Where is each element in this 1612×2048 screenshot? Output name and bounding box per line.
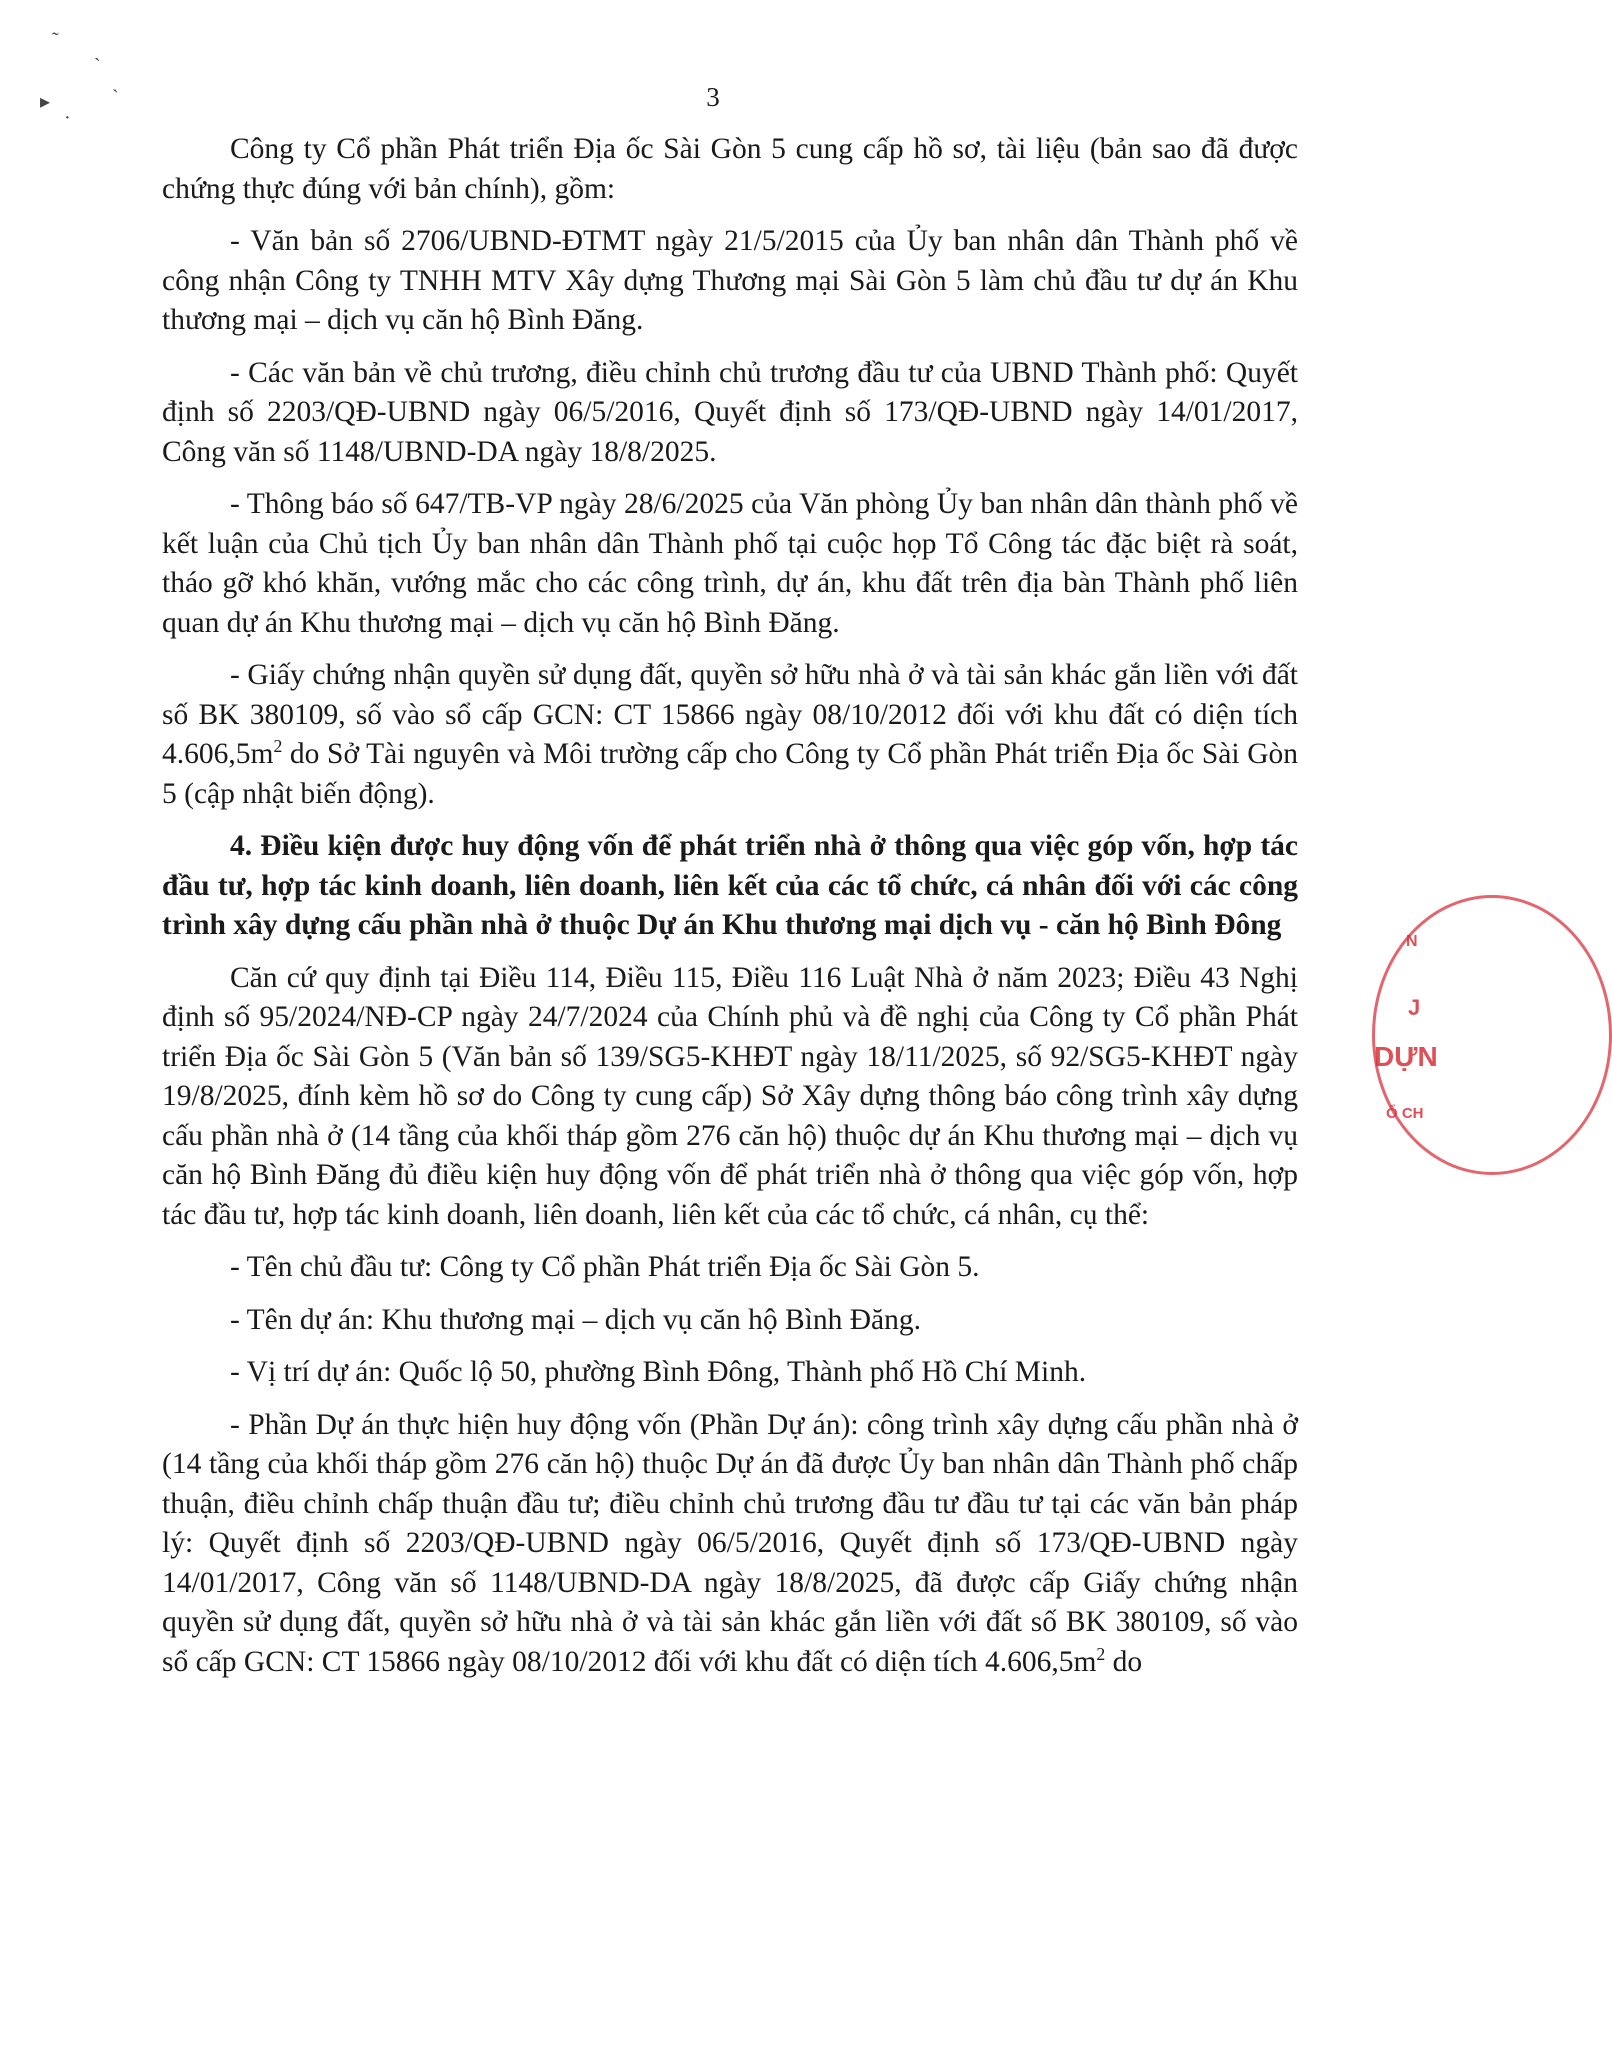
paragraph: Công ty Cổ phần Phát triển Địa ốc Sài Gòn 5 cung cấp hồ sơ, tài liệu (bản sao đã được chứng thực đúng với bản chính), gồm: xyxy=(162,133,1298,205)
paragraph: - Các văn bản về chủ trương, điều chỉnh chủ trương đầu tư của UBND Thành phố: Quyết định số 2203/QĐ-UBND ngày 06/5/2016, Quyết định số 173/QĐ-UBND ngày 14/01/2017, Công văn số 1148/UBND-DA ngày 18/8/2025. xyxy=(162,356,1298,468)
scan-speck: ˜ xyxy=(52,29,59,51)
area-unit-superscript: 2 xyxy=(1096,1643,1106,1664)
stamp-text: Ổ CH xyxy=(1386,1105,1424,1122)
certificate-text: - Giấy chứng nhận quyền sử dụng đất, quyền sở hữu nhà ở và tài sản khác gắn liền với đất số BK 380109, số vào sổ cấp GCN: CT 15866 ngày 08/10/2012 đối với khu đất có diện tích 4.606,5m xyxy=(162,659,1298,770)
stamp-text: N xyxy=(1406,933,1418,950)
list-item: - Tên dự án: Khu thương mại – dịch vụ căn hộ Bình Đăng. xyxy=(230,1303,922,1336)
stamp-text: DỰN xyxy=(1374,1041,1438,1072)
scan-speck: ▸ xyxy=(40,91,51,113)
list-item: - Vị trí dự án: Quốc lộ 50, phường Bình Đông, Thành phố Hồ Chí Minh. xyxy=(230,1356,1087,1388)
certificate-paragraph xyxy=(162,656,1298,814)
scan-speck: ˋ xyxy=(94,55,101,77)
final-text: - Phần Dự án thực hiện huy động vốn (Phần Dự án): công trình xây dựng cấu phần nhà ở (14 tầng của khối tháp gồm 276 căn hộ) thuộc Dự án đã được Ủy ban nhân dân Thành phố chấp thuận, điều chỉnh chấp thuận đầu tư; điều chỉnh chủ trương đầu tư đầu tư tại các văn bản pháp lý: Quyết định số 2203/QĐ-UBND ngày 06/5/2016, Quyết định số 173/QĐ-UBND ngày 14/01/2017, Công văn số 1148/UBND-DA ngày 18/8/2025, đã được cấp Giấy chứng nhận quyền sử dụng đất, quyền sở hữu nhà ở và tài sản khác gắn liền với đất số BK 380109, số vào sổ cấp GCN: CT 15866 ngày 08/10/2012 đối với khu đất có diện tích 4.606,5m xyxy=(162,1408,1298,1678)
document-body xyxy=(162,130,1298,1695)
certificate-text-end: do Sở Tài nguyên và Môi trường cấp cho Công ty Cổ phần Phát triển Địa ốc Sài Gòn 5 (cập nhật biến động). xyxy=(162,738,1298,810)
scan-speck: · xyxy=(64,107,71,129)
paragraph: - Thông báo số 647/TB-VP ngày 28/6/2025 của Văn phòng Ủy ban nhân dân thành phố về kết luận của Chủ tịch Ủy ban nhân dân Thành phố tại cuộc họp Tổ Công tác đặc biệt rà soát, tháo gỡ khó khăn, vướng mắc cho các công trình, dự án, khu đất trên địa bàn Thành phố liên quan dự án Khu thương mại – dịch vụ căn hộ Bình Đăng. xyxy=(162,488,1298,639)
paragraph: Căn cứ quy định tại Điều 114, Điều 115, Điều 116 Luật Nhà ở năm 2023; Điều 43 Nghị định số 95/2024/NĐ-CP ngày 24/7/2024 của Chính phủ và đề nghị của Công ty Cổ phần Phát triển Địa ốc Sài Gòn 5 (Văn bản số 139/SG5-KHĐT ngày 18/11/2025, số 92/SG5-KHĐT ngày 19/8/2025, đính kèm hồ sơ do Công ty cung cấp) Sở Xây dựng thông báo công trình xây dựng cấu phần nhà ở (14 tầng của khối tháp gồm 276 căn hộ) thuộc dự án Khu thương mại – dịch vụ căn hộ Bình Đăng đủ điều kiện huy động vốn để phát triển nhà ở thông qua việc góp vốn, hợp tác đầu tư, hợp tác kinh doanh, liên doanh, liên kết của các tổ chức, cá nhân, cụ thể: xyxy=(162,961,1298,1231)
stamp-text: J xyxy=(1408,995,1421,1020)
list-item: - Tên chủ đầu tư: Công ty Cổ phần Phát triển Địa ốc Sài Gòn 5. xyxy=(230,1251,980,1283)
section-heading: 4. Điều kiện được huy động vốn để phát triển nhà ở thông qua việc góp vốn, hợp tác đầu tư, hợp tác kinh doanh, liên doanh, liên kết của các tổ chức, cá nhân đối với các công trình xây dựng cấu phần nhà ở thuộc Dự án Khu thương mại dịch vụ - căn hộ Bình Đông xyxy=(162,830,1298,941)
final-paragraph xyxy=(162,1406,1298,1683)
red-seal-stamp xyxy=(1364,895,1438,1175)
area-unit-superscript: 2 xyxy=(273,736,283,757)
paragraph: - Văn bản số 2706/UBND-ĐTMT ngày 21/5/2015 của Ủy ban nhân dân Thành phố về công nhận Công ty TNHH MTV Xây dựng Thương mại Sài Gòn 5 làm chủ đầu tư dự án Khu thương mại – dịch vụ căn hộ Bình Đăng. xyxy=(162,225,1298,336)
scan-speck: ˎ xyxy=(112,71,119,93)
page-number: 3 xyxy=(706,82,720,112)
final-text-end: do xyxy=(1105,1645,1143,1678)
